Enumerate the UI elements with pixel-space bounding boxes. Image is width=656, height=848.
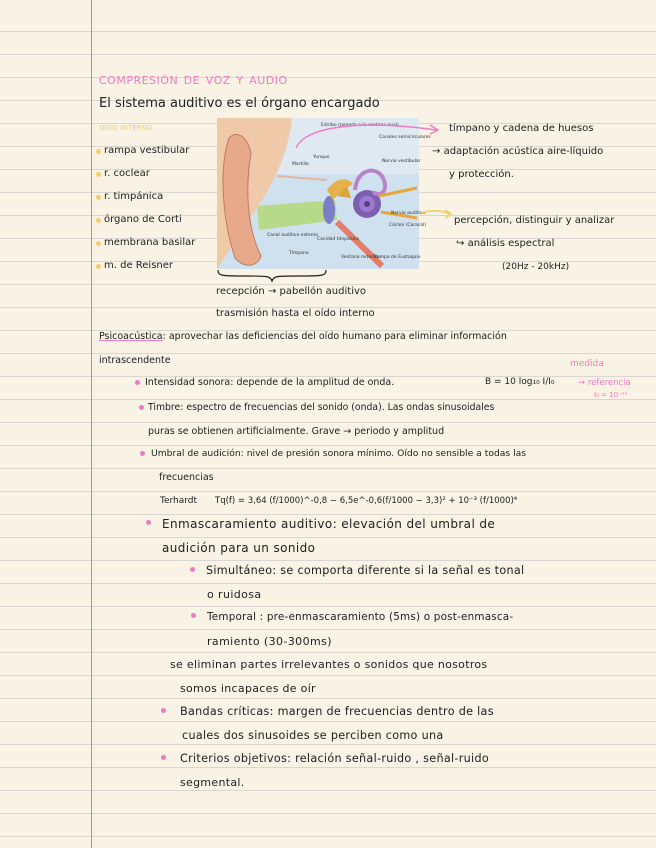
arrow-icon: [286, 120, 446, 150]
arrow-icon: [420, 208, 452, 220]
note-line-text: adaptación acústica aire-líquido: [443, 146, 604, 157]
diagram-label: Canal auditivo externo: [267, 233, 319, 238]
intensity-line: Intensidad sonora: depende de la amplitud de onda.: [145, 377, 395, 388]
inner-ear-item: r. timpánica: [104, 191, 164, 202]
psico-line: [99, 332, 507, 342]
note-line: (20Hz - 20kHz): [502, 262, 570, 272]
note-line: y protección.: [449, 169, 514, 180]
note-line: ↪ análisis espectral: [456, 238, 555, 249]
temporal-line: Temporal : pre-enmascaramiento (5ms) o post-enmasca-: [207, 611, 514, 623]
note-line-text: análisis espectral: [467, 238, 555, 249]
bullet-icon: [139, 405, 144, 410]
inner-ear-heading: oído interno: [99, 122, 153, 133]
diagram-label: Ventana redonda: [341, 255, 380, 260]
diagram-label: Yunque: [313, 155, 330, 160]
reception-line: recepción → pabellón auditivo: [216, 286, 367, 297]
bands-line2: cuales dos sinusoides se perciben como una: [182, 729, 444, 742]
bullet-icon: [146, 520, 151, 525]
intro-line: El sistema auditivo es el órgano encargado: [99, 96, 380, 111]
referencia-note: → referencia: [578, 378, 631, 388]
bands-line: Bandas críticas: margen de frecuencias dentro de las: [180, 705, 494, 718]
bullet-icon: [96, 149, 101, 154]
diagram-label: Estribo (pegado a la ventana oval): [321, 123, 399, 128]
diagram-label: Cóclea (Caracol): [389, 223, 427, 228]
masking-line2: audición para un sonido: [162, 541, 316, 555]
note-line: percepción, distinguir y analizar: [454, 215, 615, 226]
umbral-line2: frecuencias: [159, 472, 214, 483]
diagram-label: Martillo: [292, 162, 309, 167]
page-title: compresión de voz y audio: [99, 69, 288, 88]
bullet-icon: [96, 264, 101, 269]
diagram-label: Nervio vestibular: [382, 159, 421, 164]
psico-line2: intrascendente: [99, 355, 171, 366]
temporal-line2: ramiento (30-300ms): [207, 635, 332, 648]
simultaneous-line: Simultáneo: se comporta diferente si la señal es tonal: [206, 564, 525, 577]
bullet-icon: [96, 195, 101, 200]
terhardt-label: Terhardt: [160, 496, 198, 506]
brace-icon: [216, 268, 328, 282]
timbre-line: Timbre: espectro de frecuencias del sonido (onda). Las ondas sinusoidales: [148, 402, 495, 413]
eliminate-line2: somos incapaces de oír: [180, 682, 316, 695]
masking-line: Enmascaramiento auditivo: elevación del umbral de: [162, 517, 496, 531]
diagram-label: Trompa de Eustaquio: [373, 255, 421, 260]
transmission-line: trasmisión hasta el oído interno: [216, 308, 375, 319]
referencia-value: I₀ = 10⁻¹²: [594, 391, 628, 399]
terhardt-formula: Tq(f) = 3,64 (f/1000)^-0,8 − 6,5e^-0,6(f/1000 − 3,3)² + 10⁻³ (f/1000)⁴: [215, 496, 518, 506]
bullet-icon: [96, 218, 101, 223]
inner-ear-item: r. coclear: [104, 168, 150, 179]
note-line: tímpano y cadena de huesos: [449, 123, 594, 134]
diagram-label: Tímpano: [289, 251, 309, 256]
psico-text: : aprovechar las deficiencias del oído humano para eliminar información: [162, 331, 507, 342]
intensity-formula: B = 10 log₁₀ I/I₀: [485, 377, 555, 387]
inner-ear-item: membrana basilar: [104, 237, 196, 248]
bullet-icon: [190, 567, 195, 572]
bullet-icon: [161, 755, 166, 760]
bullet-icon: [191, 613, 196, 618]
umbral-line: Umbral de audición: nivel de presión sonora mínimo. Oído no sensible a todas las: [151, 448, 527, 459]
timbre-line2: puras se obtienen artificialmente. Grave → periodo y amplitud: [148, 426, 445, 437]
simultaneous-line2: o ruidosa: [207, 588, 262, 601]
margin-line: [91, 0, 92, 848]
criteria-line2: segmental.: [180, 776, 245, 789]
bullet-icon: [96, 241, 101, 246]
diagram-label: Cavidad timpánica: [317, 237, 360, 242]
diagram-label: Canales semicirculares: [379, 135, 431, 140]
eliminate-line: se eliminan partes irrelevantes o sonidos que nosotros: [170, 658, 488, 671]
psico-term: Psicoacústica: [99, 331, 163, 342]
bullet-icon: [96, 172, 101, 177]
note-line: → adaptación acústica aire-líquido: [432, 146, 604, 157]
medida-note: medida: [570, 359, 604, 369]
criteria-line: Criterios objetivos: relación señal-ruido , señal-ruido: [180, 752, 489, 765]
diagram-label: Nervio auditivo: [391, 211, 426, 216]
inner-ear-item: rampa vestibular: [104, 145, 190, 156]
inner-ear-item: m. de Reisner: [104, 260, 174, 271]
bullet-icon: [140, 451, 145, 456]
bullet-icon: [135, 380, 140, 385]
inner-ear-item: órgano de Corti: [104, 214, 182, 225]
bullet-icon: [161, 708, 166, 713]
